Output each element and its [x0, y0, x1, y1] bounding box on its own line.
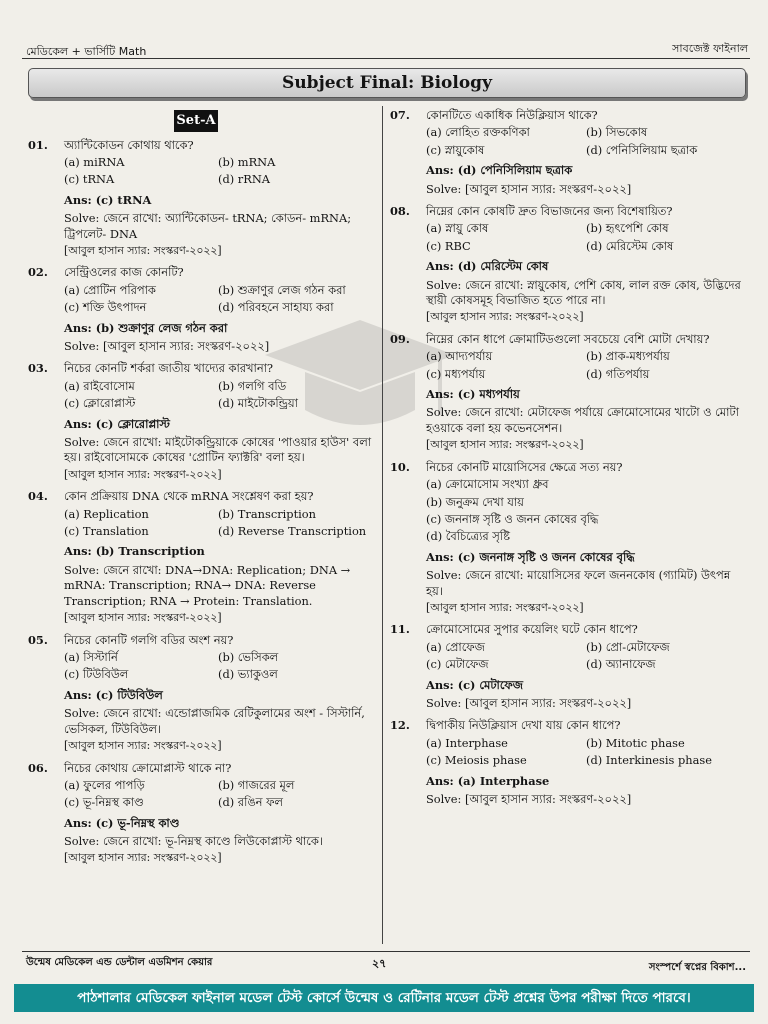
question-text: কোনটিতে একাধিক নিউক্লিয়াস থাকে?	[426, 108, 598, 122]
question-item	[390, 332, 746, 453]
option-item: (a) প্রোটিন পরিপাক	[64, 282, 156, 297]
question-line	[390, 622, 746, 637]
question-line	[28, 265, 372, 280]
question-item	[390, 460, 746, 616]
option-item: (d) rRNA	[218, 172, 271, 187]
question-item	[390, 622, 746, 711]
question-solve: Solve: [আবুল হাসান স্যার: সংস্করণ-২০২২]	[426, 696, 632, 711]
option-item: (b) জনুক্রম দেখা যায়	[426, 494, 524, 509]
question-solve: Solve: জেনে রাখো: মেটাফেজ পর্যায়ে ক্রোমোসোমের খাটো ও মোটা হওয়াকে বলা হয় কভেনসেশন।	[426, 405, 739, 435]
question-number: 08.	[390, 203, 410, 218]
options-grid	[426, 477, 746, 545]
right-column	[390, 108, 746, 814]
footer-right: সংস্পর্শে স্বপ্নের বিকাশ...	[648, 962, 746, 973]
question-number: 01.	[28, 137, 48, 152]
question-ans: Ans: (c) ক্লোরোপ্লাস্ট	[64, 416, 170, 431]
header-left: মেডিকেল + ভার্সিটি Math	[26, 45, 147, 58]
question-item	[28, 138, 372, 259]
question-text: সেন্ট্রিওলের কাজ কোনটি?	[64, 265, 184, 280]
options-grid	[64, 650, 372, 683]
option-item: (c) tRNA	[64, 172, 115, 187]
option-item: (d) পরিবহনে সাহায্য করা	[218, 300, 334, 315]
question-ans: Ans: (c) জননাঙ্গ সৃষ্টি ও জনন কোষের বৃদ্ধি	[426, 549, 635, 564]
question-number: 03.	[28, 361, 48, 376]
option-item: (a) স্নায়ু কোষ	[426, 221, 489, 236]
option-item: (c) মধ্যপর্যায়	[426, 366, 486, 381]
options-grid	[426, 640, 746, 673]
options-grid	[64, 778, 372, 811]
footer-rule	[22, 951, 750, 952]
option-item: (b) Transcription	[218, 506, 316, 521]
option-item: (d) গতিপর্যায়	[586, 366, 650, 381]
option-item: (a) লোহিত রক্তকণিকা	[426, 125, 530, 140]
question-number: 12.	[390, 718, 410, 733]
options-grid	[426, 221, 746, 254]
option-item: (a) ফুলের পাপড়ি	[64, 777, 145, 792]
question-text: ক্রোমোসোমের সুপার কয়েলিং ঘটে কোন ধাপে?	[426, 622, 638, 637]
question-ans: Ans: (c) মধ্যপর্যায়	[426, 387, 520, 402]
question-line	[28, 761, 372, 776]
header-right: সাবজেক্ট ফাইনাল	[672, 42, 748, 55]
question-ans: Ans: (c) টিউবিউল	[64, 687, 163, 702]
option-item: (b) শুক্রাণুর লেজ গঠন করা	[218, 282, 346, 297]
question-solve: Solve: [আবুল হাসান স্যার: সংস্করণ-২০২২]	[426, 181, 632, 196]
question-solve: Solve: [আবুল হাসান স্যার: সংস্করণ-২০২২]	[426, 791, 632, 806]
question-line	[390, 332, 746, 347]
option-item: (a) ক্রোমোসোম সংখ্যা ধ্রুব	[426, 477, 549, 492]
question-solve: Solve: [আবুল হাসান স্যার: সংস্করণ-২০২২]	[64, 339, 270, 354]
option-item: (c) Translation	[64, 524, 149, 539]
question-item	[390, 204, 746, 325]
page-title: Subject Final: Biology	[28, 68, 746, 98]
question-text: নিম্নের কোন ধাপে ক্রোমাটিডগুলো সবচেয়ে বেশি মোটা দেখায়?	[426, 331, 710, 346]
question-solve: Solve: জেনে রাখো: ভূ-নিম্নস্থ কাণ্ডে লিউকোপ্লাস্ট থাকে।	[64, 834, 323, 849]
question-solve: Solve: জেনে রাখো: মাইটোকন্ড্রিয়াকে কোষের 'পাওয়ার হাউস' বলা হয়। রাইবোসোমকে কোষের 'প্রোটিন ফ্যাক্টরি' বলা হয়।	[64, 434, 372, 465]
option-item: (b) গাজরের মূল	[218, 777, 295, 792]
question-text: দ্বিপাকীয় নিউক্লিয়াস দেখা যায় কোন ধাপে?	[426, 718, 621, 733]
options-grid	[64, 507, 372, 540]
question-item	[28, 633, 372, 754]
question-ans: Ans: (d) মেরিস্টেম কোষ	[426, 259, 549, 274]
question-number: 10.	[390, 459, 410, 474]
question-solve: Solve: জেনে রাখো: স্নায়ুকোষ, পেশি কোষ, লাল রক্ত কোষ, উদ্ভিদের স্থায়ী কোষসমূহ বিভাজিত হতে পারে না।	[426, 277, 741, 307]
option-item: (a) আদ্যপর্যায়	[426, 349, 493, 364]
question-ans: Ans: (c) মেটাফেজ	[426, 677, 523, 692]
option-item: (b) প্রো-মেটাফেজ	[586, 639, 670, 654]
options-grid	[426, 736, 746, 769]
options-grid	[426, 125, 746, 158]
option-item: (b) প্রাক-মধ্যপর্যায়	[586, 349, 670, 364]
question-number: 04.	[28, 489, 48, 504]
option-item: (c) ক্লোরোপ্লাস্ট	[64, 396, 136, 411]
option-item: (b) গলগি বডি	[218, 378, 287, 393]
option-item: (c) স্নায়ুকোষ	[426, 142, 485, 157]
question-item	[390, 108, 746, 197]
header-rule	[22, 58, 750, 59]
option-item: (c) জননাঙ্গ সৃষ্টি ও জনন কোষের বৃদ্ধি	[426, 511, 599, 526]
question-number: 02.	[28, 265, 48, 280]
options-grid	[64, 283, 372, 316]
page-number: ২৭	[372, 957, 387, 970]
question-solve: Solve: জেনে রাখো: অ্যান্টিকোডন- tRNA; কোডন- mRNA; ট্রিপলেট- DNA	[64, 211, 352, 241]
question-item	[28, 361, 372, 482]
footer-left: উন্মেষ মেডিকেল এন্ড ডেন্টাল এডমিশন কেয়ার	[26, 957, 213, 968]
option-item: (b) হৃৎপেশি কোষ	[586, 221, 669, 236]
question-number: 07.	[390, 108, 410, 122]
option-item: (d) রঙিন ফল	[218, 795, 283, 810]
question-ans: Ans: (d) পেনিসিলিয়াম ছত্রাক	[426, 163, 573, 178]
option-item: (c) টিউবিউল	[64, 667, 129, 682]
question-ans: Ans: (c) tRNA	[64, 192, 152, 207]
option-item: (b) ভেসিকল	[218, 650, 279, 664]
option-item: (d) Reverse Transcription	[218, 524, 367, 539]
option-item: (d) ভ্যাকুওল	[218, 667, 278, 682]
question-line	[28, 138, 372, 153]
option-item: (d) মাইটোকন্ড্রিয়া	[218, 396, 298, 411]
question-ref: [আবুল হাসান স্যার: সংস্করণ-২০২২]	[64, 851, 222, 865]
question-text: নিচের কোনটি গলগি বডির অংশ নয়?	[64, 632, 234, 647]
question-ref: [আবুল হাসান স্যার: সংস্করণ-২০২২]	[64, 611, 222, 625]
option-item: (d) মেরিস্টেম কোষ	[586, 238, 674, 253]
question-ans: Ans: (c) ভূ-নিম্নস্থ কাণ্ড	[64, 815, 180, 830]
left-column	[28, 108, 372, 873]
question-solve: Solve: জেনে রাখো: মায়োসিসের ফলে জননকোষ (গ্যামিট) উৎপন্ন হয়।	[426, 568, 731, 598]
option-item: (a) প্রোফেজ	[426, 639, 485, 654]
option-item: (a) Replication	[64, 506, 149, 521]
question-number: 06.	[28, 760, 48, 775]
options-grid	[64, 379, 372, 412]
question-text: নিচের কোনটি মায়োসিসের ক্ষেত্রে সত্য নয়?	[426, 459, 623, 474]
question-line	[390, 460, 746, 475]
question-text: নিচের কোথায় ক্রোমোপ্লাস্ট থাকে না?	[64, 760, 232, 775]
question-ans: Ans: (a) Interphase	[426, 773, 550, 788]
question-ref: [আবুল হাসান স্যার: সংস্করণ-২০২২]	[64, 467, 222, 481]
question-item	[28, 761, 372, 867]
option-item: (c) RBC	[426, 238, 471, 253]
option-item: (b) সিভকোষ	[586, 125, 648, 140]
question-line	[390, 108, 746, 123]
options-grid	[64, 155, 372, 188]
question-text: কোন প্রক্রিয়ায় DNA থেকে mRNA সংশ্লেষণ করা হয়?	[64, 489, 314, 504]
question-ref: [আবুল হাসান স্যার: সংস্করণ-২০২২]	[426, 310, 584, 324]
question-solve: Solve: জেনে রাখো: DNA→DNA: Replication; DNA → mRNA: Transcription; RNA→ DNA: Reverse Transcription; RNA → Protein: Translation.	[64, 562, 351, 608]
question-ref: [আবুল হাসান স্যার: সংস্করণ-২০২২]	[64, 243, 222, 257]
question-ref: [আবুল হাসান স্যার: সংস্করণ-২০২২]	[426, 438, 584, 452]
question-solve: Solve: জেনে রাখো: এন্ডোপ্লাজমিক রেটিকুলামের অংশ - সিস্টার্নি, ভেসিকল, টিউবিউল।	[64, 706, 365, 736]
set-badge: Set-A	[174, 110, 218, 132]
question-ref: [আবুল হাসান স্যার: সংস্করণ-২০২২]	[426, 600, 584, 614]
question-line	[390, 204, 746, 219]
option-item: (c) ভূ-নিম্নস্থ কাণ্ড	[64, 795, 144, 810]
option-item: (d) Interkinesis phase	[586, 753, 712, 768]
question-text: অ্যান্টিকোডন কোথায় থাকে?	[64, 137, 194, 152]
option-item: (c) মেটাফেজ	[426, 657, 489, 672]
option-item: (b) mRNA	[218, 154, 276, 169]
question-ref: [আবুল হাসান স্যার: সংস্করণ-২০২২]	[64, 738, 222, 752]
question-item	[28, 489, 372, 625]
column-divider	[382, 106, 383, 944]
question-ans: Ans: (b) Transcription	[64, 544, 205, 559]
option-item: (a) রাইবোসোম	[64, 378, 135, 393]
question-line	[28, 489, 372, 504]
option-item: (d) বৈচিত্র্যের সৃষ্টি	[426, 529, 510, 544]
bottom-banner: পাঠশালার মেডিকেল ফাইনাল মডেল টেস্ট কোর্সে উন্মেষ ও রেটিনার মডেল টেস্ট প্রশ্নের উপর পরীক্ষা দিতে পারবে।	[14, 984, 754, 1012]
question-ans: Ans: (b) শুক্রাণুর লেজ গঠন করা	[64, 320, 228, 335]
question-text: নিচের কোনটি শর্করা জাতীয় খাদ্যের কারখানা?	[64, 361, 274, 376]
question-line	[390, 718, 746, 733]
option-item: (a) Interphase	[426, 735, 508, 750]
option-item: (c) Meiosis phase	[426, 753, 527, 768]
question-item	[28, 265, 372, 354]
option-item: (b) Mitotic phase	[586, 735, 685, 750]
question-number: 11.	[390, 622, 410, 637]
option-item: (a) সিস্টার্নি	[64, 650, 118, 664]
option-item: (a) miRNA	[64, 154, 125, 169]
question-item	[390, 718, 746, 807]
option-item: (d) পেনিসিলিয়াম ছত্রাক	[586, 142, 698, 157]
question-number: 09.	[390, 331, 410, 346]
question-line	[28, 633, 372, 648]
question-text: নিম্নের কোন কোষটি দ্রুত বিভাজনের জন্য বিশেষায়িত?	[426, 203, 673, 218]
options-grid	[426, 349, 746, 382]
question-number: 05.	[28, 632, 48, 647]
option-item: (d) অ্যানাফেজ	[586, 657, 656, 672]
option-item: (c) শক্তি উৎপাদন	[64, 300, 147, 315]
question-line	[28, 361, 372, 376]
